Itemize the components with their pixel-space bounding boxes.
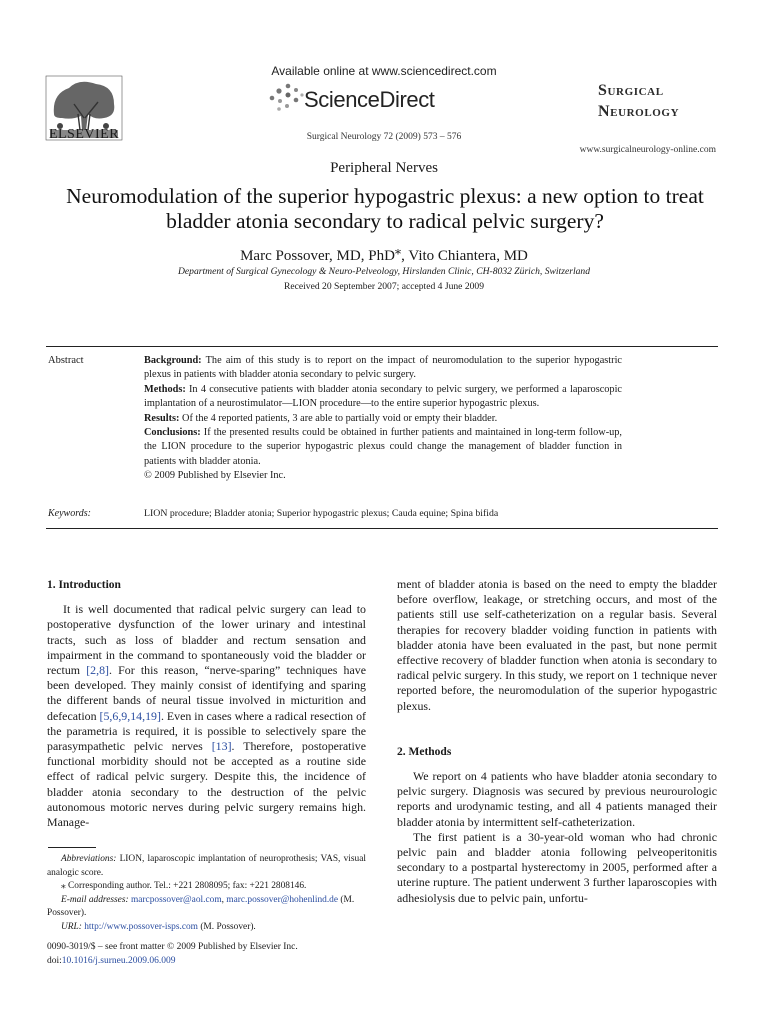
publisher-name: ELSEVIER [48,127,120,142]
abstract-results [144,412,622,426]
intro-text-c: . Even in cases where a radical resection of the parametria is required, it is possible to selectively spare the parasympathetic pelvic nerves [47,708,366,754]
journal-logo [598,80,679,122]
abstract-conclusions [144,426,622,469]
article-title: Neuromodulation of the superior hypogastric plexus: a new option to treat bladder atonia secondary to radical pelvic surgery? [66,184,704,233]
methods-heading: 2. Methods [397,745,452,758]
intro-text-b: . For this reason, “nerve-sparing” techniques have been developed. They mainly consist of identifying and sparing the different bands of neural tissue involved in micturition and defecation [47,663,366,723]
footnote-abbreviations [47,853,366,880]
affiliation: Department of Surgical Gynecology & Neuro-Pelveology, Hirslanden Clinic, CH-8032 Zürich, Switzerland [177,266,591,277]
journal-url[interactable]: www.surgicalneurology-online.com [579,145,716,155]
abstract-background [144,354,622,383]
email-who: (M. Possover). [47,894,355,919]
abstract-label: Abstract [48,355,84,366]
results-text: Of the 4 reported patients, 3 are able to partially void or empty their bladder. [179,412,498,424]
conclusions-text: If the presented results could be obtained in further patients and maintained in long-term follow-up, the LION procedure to the superior hypogastric plexus could change the management of bladder function in patients with bladder atonia. [144,427,622,467]
url-label: URL: [61,921,82,932]
journal-reference: Surgical Neurology 72 (2009) 573 – 576 [306,132,462,142]
abstract-copyright: © 2009 Published by Elsevier Inc. [144,470,286,482]
url-link[interactable]: http://www.possover-isps.com [84,921,198,932]
footnote-rule [48,847,96,848]
author-1: Marc Possover, MD, PhD [240,248,395,264]
ref-link-2-8[interactable]: [2,8] [86,663,109,678]
journal-logo-line2: Neurology [598,103,680,120]
url-who: (M. Possover). [197,921,256,932]
footnote-url [47,921,366,935]
background-text: The aim of this study is to report on the impact of neuromodulation to the superior hypogastric plexus in patients with bladder atonia secondary to pelvic surgery. [144,355,622,381]
email-link-2[interactable]: marc.possover@hohenlind.de [226,894,339,905]
methods-head: Methods: [144,383,186,395]
abstract-bottom-rule [46,528,718,529]
conclusions-head: Conclusions: [144,427,201,439]
sciencedirect-logo [262,81,462,117]
doi-line [47,955,366,969]
doi-label: doi: [47,955,62,966]
results-head: Results: [144,412,180,424]
corr-mark: ⁎ [61,881,66,892]
background-head: Background: [144,355,202,366]
ref-link-13[interactable]: [13] [211,739,232,754]
methods-paragraph-1: We report on 4 patients who have bladder atonia secondary to pelvic surgery. Diagnosis was secured by previous neurourologic reports and urodynamic testing, and all 4 patients managed their bladder atonia by intermittent self-catheterization. [397,769,717,829]
abbr-text: LION, laparoscopic implantation of neuroprothesis; VAS, visual analogic score. [47,854,366,878]
footnotes [47,853,366,935]
intro-paragraph-continued: ment of bladder atonia is based on the need to empty the bladder before overflow, leakage, or stretching occurs, and most of the patients still use self-catheterization on a regular basis. Several therapies for recovery bladder voiding function in patients with bladder atonia have been evaluated in the past, but none permit effective recovery of bladder function when atonia is secondary to radical pelvic surgery. In this study, we report on 1 technique never reported before, the neuromodulation of the superior hypogastric plexus. [397,577,717,713]
right-column [397,577,717,906]
email-link-1[interactable]: marcpossover@aol.com [130,894,222,905]
email-label: E-mail addresses: [61,894,129,905]
abstract-body [144,354,622,484]
intro-text-a: It is well documented that radical pelvic surgery can lead to postoperative dysfunction of the lower urinary and intestinal tracts, such as loss of bladder and rectum sensation and impairment in the command to spontaneously void the bladder or rectum [47,602,366,678]
doi-link[interactable]: 10.1016/j.surneu.2009.06.009 [61,955,176,966]
ref-link-5-6-9-14-19[interactable]: [5,6,9,14,19] [99,708,161,723]
intro-text-d: . Therefore, postoperative functional morbidity should not be accepted as a routine side effect of radical pelvic surgery. Despite this, the incidence of bladder atonia secondary to the destruction of the pelvic autonomous motoric nerves during pelvic surgery remains high. Manage- [47,739,366,830]
footnote-email [47,894,366,921]
journal-logo-line1: Surgical [598,82,664,99]
author-separator: , [401,248,409,264]
article-meta-bottom [47,941,366,968]
corresponding-mark[interactable]: ⁎ [394,243,402,257]
left-column [47,578,366,830]
email-sep: , [221,894,227,905]
author-2: Vito Chiantera, MD [408,248,528,264]
footnote-corresponding [47,880,366,894]
methods-paragraph-2: The first patient is a 30-year-old woman who had chronic pelvic pain and bladder atonia following pelveoperitonitis secondary to a postpartal hysterectomy in 2005, performed after a uterine rupture. The patient underwent 3 further laparoscopies with adhesiolysis due to pelvic pain, unfortu- [397,829,717,905]
abstract-top-rule [46,346,718,347]
issn-line: 0090-3019/$ – see front matter © 2009 Published by Elsevier Inc. [47,942,298,952]
keywords-list: LION procedure; Bladder atonia; Superior hypogastric plexus; Cauda equine; Spina bifida [144,508,499,519]
abstract-methods [144,383,622,412]
sciencedirect-wordmark: ScienceDirect [304,87,435,112]
received-dates: Received 20 September 2007; accepted 4 June 2009 [283,281,485,292]
intro-heading: 1. Introduction [47,579,121,591]
sciencedirect-dots-icon [266,81,306,115]
intro-paragraph [47,602,366,830]
corr-text: Corresponding author. Tel.: +221 2808095; fax: +221 2808146. [65,881,307,892]
abbr-label: Abbreviations: [61,854,117,864]
methods-text: In 4 consecutive patients with bladder atonia secondary to pelvic surgery, we performed a laparoscopic implantation of a neurostimulator—LION procedure—to the entire superior hypogastric plexus. [144,383,622,410]
authors [0,242,768,265]
available-online-text: Available online at www.sciencedirect.com [271,64,497,78]
section-label: Peripheral Nerves [330,160,438,176]
keywords-label: Keywords: [48,508,91,519]
